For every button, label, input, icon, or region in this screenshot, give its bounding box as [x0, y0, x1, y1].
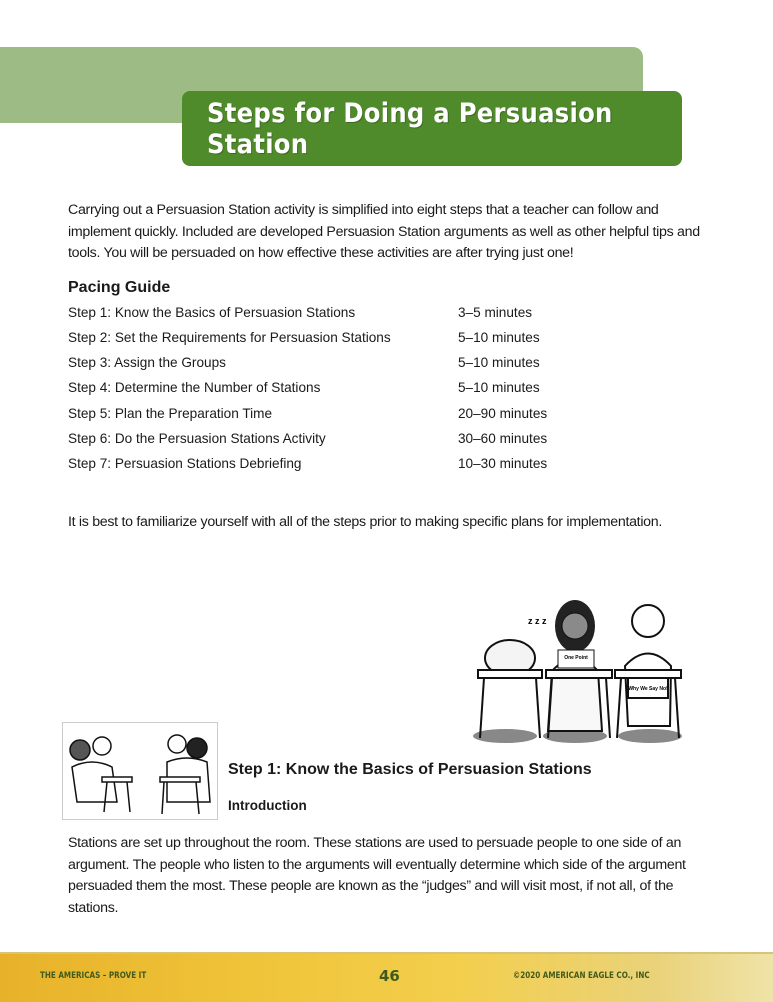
step-time: 20–90 minutes — [458, 406, 548, 421]
step-time: 5–10 minutes — [458, 355, 540, 370]
page-footer — [0, 952, 773, 1002]
page-number: 46 — [379, 967, 400, 985]
pacing-row — [68, 431, 548, 446]
pacing-row — [68, 355, 540, 370]
pacing-row — [68, 305, 533, 320]
step1-paragraph: Stations are set up throughout the room. These stations are used to persuade people to one side of an argument. The people who listen to the arguments will eventually determine which side of the argument persuaded them the most. These people are known as the “judges” and will visit most, if not all, of the stations. — [68, 835, 686, 916]
step-time: 5–10 minutes — [458, 330, 540, 345]
snore-text: z z z — [528, 616, 547, 626]
step-label: Step 5: Plan the Preparation Time — [68, 406, 273, 421]
step-label: Step 3: Assign the Groups — [68, 355, 226, 370]
footer-copyright: ©2020 AMERICAN EAGLE CO., INC — [513, 971, 650, 981]
step-label: Step 6: Do the Persuasion Stations Activity — [68, 431, 326, 446]
title-banner — [182, 91, 682, 166]
step-label: Step 1: Know the Basics of Persuasion Stations — [68, 305, 356, 320]
page-title: Steps for Doing a Persuasion Station — [207, 97, 613, 160]
footer-book-title: THE AMERICAS – PROVE IT — [40, 971, 147, 981]
step-time: 3–5 minutes — [458, 305, 533, 320]
sign-one-point: One Point — [564, 655, 588, 661]
sign-why-we-say-no: Why We Say No! — [628, 686, 668, 692]
pacing-row — [68, 456, 548, 471]
step1-heading: Step 1: Know the Basics of Persuasion Stations — [228, 761, 592, 778]
pacing-row — [68, 330, 540, 345]
step1-subheading: Introduction — [228, 798, 307, 813]
pacing-row — [68, 380, 540, 395]
step-label: Step 2: Set the Requirements for Persuasion Stations — [68, 330, 391, 345]
pacing-row — [68, 406, 548, 421]
note-paragraph: It is best to familiarize yourself with all of the steps prior to making specific plans for implementation. — [68, 514, 662, 530]
step-time: 10–30 minutes — [458, 456, 548, 471]
students-at-desks-illustration — [470, 596, 686, 746]
step-time: 30–60 minutes — [458, 431, 548, 446]
step-label: Step 7: Persuasion Stations Debriefing — [68, 456, 302, 471]
intro-paragraph: Carrying out a Persuasion Station activity is simplified into eight steps that a teacher can follow and implement quickly. Included are developed Persuasion Station arguments as well as other helpful tips and tools. You will be persuaded on how effective these activities are after trying just one! — [68, 202, 700, 261]
students-talking-illustration — [62, 722, 218, 820]
step-label: Step 4: Determine the Number of Stations — [68, 380, 321, 395]
step-time: 5–10 minutes — [458, 380, 540, 395]
pacing-guide-heading: Pacing Guide — [68, 279, 171, 296]
